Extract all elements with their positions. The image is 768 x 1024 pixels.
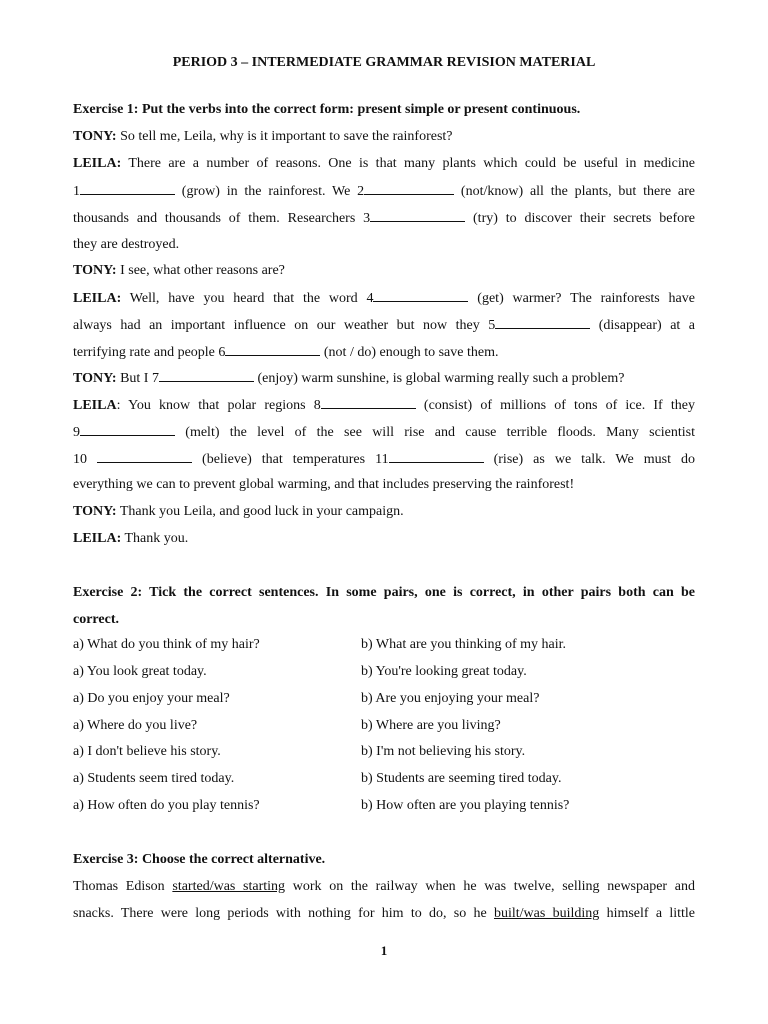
line-text: (not/know) all the plants, but there are (454, 184, 695, 199)
option-a[interactable]: a) What do you think of my hair? (73, 637, 260, 652)
line-text: (melt) the level of the see will rise and cause terrible floods. Many scientist (175, 425, 695, 440)
exercise-line (73, 182, 695, 201)
line-text: (get) warmer? The rainforests have (468, 291, 695, 306)
option-a[interactable]: a) You look great today. (73, 664, 207, 679)
exercise-2-heading-cont: correct. (73, 612, 119, 627)
dialogue-text: Thank you. (121, 531, 189, 546)
option-b[interactable]: b) What are you thinking of my hair. (361, 637, 567, 652)
speaker-label: LEILA: (73, 531, 122, 546)
speaker-label: TONY: (73, 129, 117, 144)
exercise-line (73, 209, 695, 228)
page-title: PERIOD 3 – INTERMEDIATE GRAMMAR REVISION MATERIAL (172, 55, 596, 70)
line-text: (not / do) enough to save them. (320, 345, 499, 360)
option-a[interactable]: a) Where do you live? (73, 718, 198, 733)
line-text: (try) to discover their secrets before (465, 211, 695, 226)
dialogue-text: So tell me, Leila, why is it important to save the rainforest? (116, 129, 453, 144)
option-b[interactable]: b) Students are seeming tired today. (361, 771, 562, 786)
option-b[interactable]: b) Where are you living? (361, 718, 501, 733)
speaker-label: TONY: (73, 263, 117, 278)
speaker-label: LEILA: (73, 156, 122, 171)
line-text: thousands and thousands of them. Researchers 3 (73, 211, 371, 226)
line-text: (disappear) at a (590, 318, 695, 333)
exercise-line (73, 878, 695, 896)
speaker-label: TONY: (73, 371, 117, 386)
line-text: (consist) of millions of tons of ice. If they (415, 398, 695, 413)
alternative-choice[interactable]: started/was starting (172, 879, 286, 894)
line-text: (enjoy) warm sunshine, is global warming really such a problem? (253, 371, 625, 386)
dialogue-line (73, 262, 695, 280)
line-text: Thomas Edison (73, 879, 173, 894)
line-text: : You know that polar regions 8 (116, 398, 321, 413)
line-text: But I 7 (116, 371, 159, 386)
speaker-label: LEILA (73, 398, 117, 413)
line-text: always had an important influence on our weather but now they 5 (73, 318, 496, 333)
exercise-line (73, 316, 695, 335)
speaker-label: LEILA: (73, 291, 122, 306)
gap-number: 10 (73, 452, 98, 467)
dialogue-text: Thank you Leila, and good luck in your campaign. (116, 504, 404, 519)
page-number: 1 (380, 943, 388, 958)
answer-blank-3[interactable] (370, 209, 465, 222)
option-b[interactable]: b) Are you enjoying your meal? (361, 691, 540, 706)
dialogue-line (73, 369, 695, 388)
line-text: Well, have you heard that the word 4 (121, 291, 374, 306)
exercise-line (73, 450, 695, 469)
answer-blank-8[interactable] (321, 396, 416, 409)
option-a[interactable]: a) I don't believe his story. (73, 744, 221, 759)
line-text: snacks. There were long periods with nothing for him to do, so he (73, 906, 494, 921)
dialogue-line (73, 128, 695, 146)
answer-blank-2[interactable] (364, 182, 454, 195)
alternative-choice[interactable]: built/was building (494, 906, 600, 921)
line-text: work on the railway when he was twelve, selling newspaper and (285, 879, 695, 894)
exercise-line: they are destroyed. (73, 237, 180, 252)
answer-blank-5[interactable] (495, 316, 590, 329)
dialogue-line (73, 503, 695, 521)
gap-number: 9 (73, 425, 80, 440)
exercise-line (73, 343, 695, 362)
dialogue-text: There are a number of reasons. One is that many plants which could be useful in medicine (121, 156, 695, 171)
line-text: (believe) that temperatures 11 (192, 452, 389, 467)
answer-blank-9[interactable] (80, 423, 175, 436)
answer-blank-11[interactable] (389, 450, 484, 463)
speaker-label: TONY: (73, 504, 117, 519)
line-text: (rise) as we talk. We must do (483, 452, 695, 467)
exercise-3-heading: Exercise 3: Choose the correct alternative. (73, 852, 326, 867)
dialogue-text: I see, what other reasons are? (116, 263, 285, 278)
line-text: himself a little (599, 906, 695, 921)
dialogue-line (73, 155, 695, 173)
line-text: terrifying rate and people 6 (73, 345, 226, 360)
line-text: (grow) in the rainforest. We 2 (175, 184, 365, 199)
dialogue-line (73, 530, 695, 548)
option-a[interactable]: a) Students seem tired today. (73, 771, 235, 786)
dialogue-line (73, 289, 695, 308)
exercise-line (73, 905, 695, 923)
answer-blank-4[interactable] (373, 289, 468, 302)
gap-number: 1 (73, 184, 80, 199)
option-b[interactable]: b) I'm not believing his story. (361, 744, 526, 759)
dialogue-line (73, 396, 695, 415)
answer-blank-10[interactable] (97, 450, 192, 463)
exercise-line (73, 423, 695, 442)
option-a[interactable]: a) Do you enjoy your meal? (73, 691, 230, 706)
option-b[interactable]: b) How often are you playing tennis? (361, 798, 570, 813)
answer-blank-7[interactable] (159, 369, 254, 382)
option-b[interactable]: b) You're looking great today. (361, 664, 527, 679)
answer-blank-1[interactable] (80, 182, 175, 195)
exercise-1-heading: Exercise 1: Put the verbs into the correct form: present simple or present continuous. (73, 102, 581, 117)
exercise-2-heading: Exercise 2: Tick the correct sentences. In some pairs, one is correct, in other pairs both can be (73, 585, 695, 600)
exercise-line: everything we can to prevent global warming, and that includes preserving the rainforest! (73, 477, 575, 492)
answer-blank-6[interactable] (225, 343, 320, 356)
option-a[interactable]: a) How often do you play tennis? (73, 798, 260, 813)
